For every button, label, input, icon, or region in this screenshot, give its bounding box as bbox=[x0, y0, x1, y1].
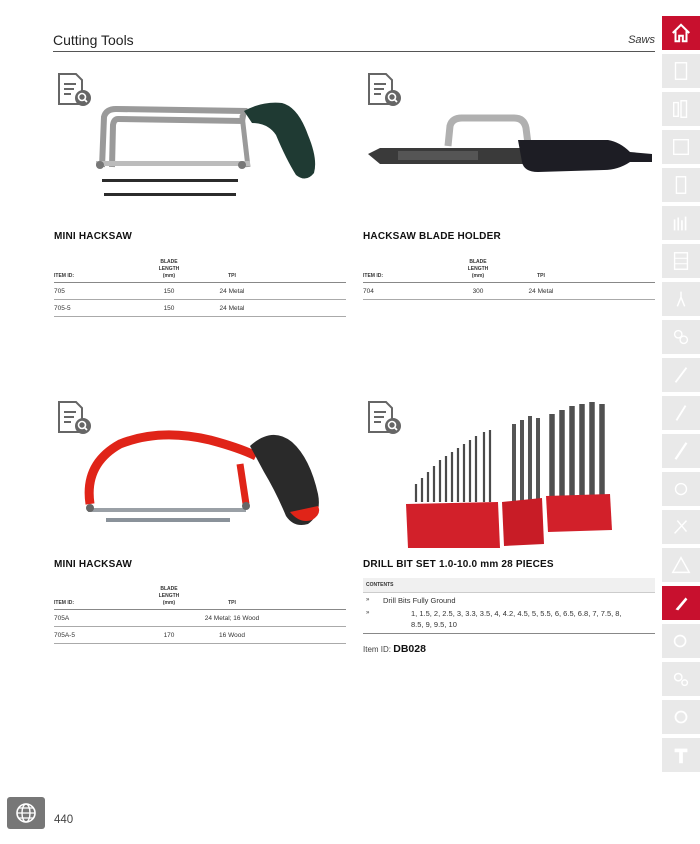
drill-bit-set-image bbox=[404, 398, 614, 550]
sidebar-tab-18[interactable] bbox=[662, 662, 700, 696]
sidebar-tab-20[interactable] bbox=[662, 738, 700, 772]
mini-hacksaw-image bbox=[92, 95, 324, 205]
table-header: ITEM ID: BLADE LENGTH (mm) TPI bbox=[54, 259, 346, 283]
sidebar-tab-19[interactable] bbox=[662, 700, 700, 734]
globe-icon bbox=[14, 801, 38, 825]
page-header bbox=[53, 32, 655, 52]
brush-icon bbox=[670, 478, 692, 500]
sidebar-tab-3[interactable] bbox=[662, 92, 700, 126]
spec-table-705 bbox=[54, 259, 346, 317]
sidebar-tab-6[interactable] bbox=[662, 206, 700, 240]
table-row: 705 150 24 Metal bbox=[54, 283, 346, 300]
toolcase-icon bbox=[670, 136, 692, 158]
document-search-icon[interactable] bbox=[366, 400, 402, 436]
category-sidebar bbox=[662, 16, 700, 776]
sidebar-tab-15[interactable] bbox=[662, 548, 700, 582]
product-name: DRILL BIT SET 1.0-10.0 mm 28 PIECES bbox=[363, 559, 554, 570]
product-name: HACKSAW BLADE HOLDER bbox=[363, 231, 501, 242]
spec-table-704 bbox=[363, 259, 655, 300]
pliers-icon bbox=[670, 288, 692, 310]
cutter-icon bbox=[670, 592, 692, 614]
contents-header: CONTENTS bbox=[363, 578, 655, 593]
sidebar-tab-11[interactable] bbox=[662, 396, 700, 430]
sidebar-tab-4[interactable] bbox=[662, 130, 700, 164]
product-name: MINI HACKSAW bbox=[54, 559, 132, 570]
list-item: » 1, 1.5, 2, 2.5, 3, 3.3, 3.5, 4, 4.2, 4.5, 5, 5.5, 6, 6.5, 6.8, 7, 7.5, 8, 8.5, 9, 9.5, 10 bbox=[366, 609, 622, 629]
screwdrivers-icon bbox=[670, 212, 692, 234]
table-header: ITEM ID: BLADE LENGTH (mm) TPI bbox=[363, 259, 655, 283]
section-label: Saws bbox=[628, 34, 655, 46]
page-number: 440 bbox=[54, 814, 74, 826]
sidebar-tab-8[interactable] bbox=[662, 282, 700, 316]
tape-measure-icon bbox=[670, 630, 692, 652]
table-header: ITEM ID: BLADE LENGTH (mm) TPI bbox=[54, 586, 346, 610]
wrench-icon bbox=[670, 60, 692, 82]
sidebar-tab-7[interactable] bbox=[662, 244, 700, 278]
sidebar-tab-home[interactable] bbox=[662, 16, 700, 50]
table-row: 705-5 150 24 Metal bbox=[54, 300, 346, 317]
product-name: MINI HACKSAW bbox=[54, 231, 132, 242]
sidebar-tab-14[interactable] bbox=[662, 510, 700, 544]
globe-button[interactable] bbox=[7, 797, 45, 829]
list-item: » Drill Bits Fully Ground bbox=[366, 596, 456, 605]
home-icon bbox=[670, 22, 692, 44]
spec-table-705a bbox=[54, 586, 346, 644]
document-search-icon[interactable] bbox=[56, 72, 92, 108]
warning-icon bbox=[670, 554, 692, 576]
box-icon bbox=[670, 174, 692, 196]
sidebar-tab-12[interactable] bbox=[662, 434, 700, 468]
sidebar-tab-13[interactable] bbox=[662, 472, 700, 506]
socket-icon bbox=[670, 98, 692, 120]
gears-icon bbox=[670, 668, 692, 690]
table-row: 704 300 24 Metal bbox=[363, 283, 655, 300]
hammer-icon bbox=[670, 744, 692, 766]
sidebar-tab-17[interactable] bbox=[662, 624, 700, 658]
contents-block bbox=[363, 578, 655, 634]
page-title: Cutting Tools bbox=[53, 32, 134, 48]
knife-icon bbox=[670, 364, 692, 386]
item-id: Item ID: DB028 bbox=[363, 643, 426, 655]
sidebar-tab-2[interactable] bbox=[662, 54, 700, 88]
sidebar-tab-10[interactable] bbox=[662, 358, 700, 392]
blade-holder-image bbox=[368, 110, 654, 180]
file-tool-icon bbox=[670, 440, 692, 462]
gauge-icon bbox=[670, 326, 692, 348]
table-row: 705A-5 170 16 Wood bbox=[54, 627, 346, 644]
sidebar-tab-5[interactable] bbox=[662, 168, 700, 202]
sidebar-tab-cutting-tools[interactable] bbox=[662, 586, 700, 620]
table-row: 705A 24 Metal; 16 Wood bbox=[54, 610, 346, 627]
sidebar-tab-9[interactable] bbox=[662, 320, 700, 354]
red-mini-hacksaw-image bbox=[80, 424, 324, 536]
scissors-icon bbox=[670, 516, 692, 538]
cabinet-icon bbox=[670, 250, 692, 272]
gear-icon bbox=[670, 706, 692, 728]
document-search-icon[interactable] bbox=[366, 72, 402, 108]
chisel-icon bbox=[670, 402, 692, 424]
